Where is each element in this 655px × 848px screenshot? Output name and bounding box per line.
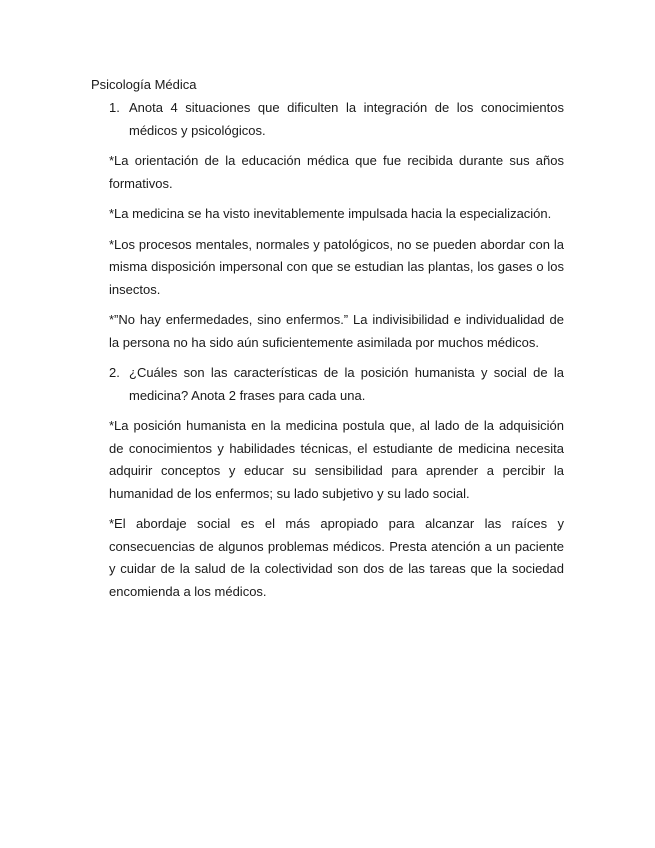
question-1-text: Anota 4 situaciones que dificulten la integración de los conocimientos médicos y psicológicos. (129, 100, 564, 138)
document-body (109, 97, 564, 611)
question-2 (109, 362, 564, 407)
question-2-text: ¿Cuáles son las características de la posición humanista y social de la medicina? Anota 2 frases para cada una. (129, 365, 564, 403)
answer-2-1: *La posición humanista en la medicina postula que, al lado de la adquisición de conocimientos y habilidades técnicas, el estudiante de medicina necesita adquirir conceptos y educar su sensibilidad para aprender a percibir la humanidad de los enfermos; su lado subjetivo y su lado social. (109, 418, 564, 501)
question-1 (109, 97, 564, 142)
answer-2-2: *El abordaje social es el más apropiado para alcanzar las raíces y consecuencias de algunos problemas médicos. Presta atención a un paciente y cuidar de la salud de la colectividad son dos de las tareas que la sociedad encomienda a los médicos. (109, 516, 564, 599)
question-1-number: 1. (109, 100, 120, 115)
answer-1-4: *”No hay enfermedades, sino enfermos.” La indivisibilidad e individualidad de la persona no ha sido aún suficientemente asimilada por muchos médicos. (109, 312, 564, 350)
answer-1-2: *La medicina se ha visto inevitablemente impulsada hacia la especialización. (109, 206, 552, 221)
question-2-number: 2. (109, 365, 120, 380)
document-title: Psicología Médica (91, 77, 197, 92)
answer-1-3: *Los procesos mentales, normales y patológicos, no se pueden abordar con la misma disposición impersonal con que se estudian las plantas, los gases o los insectos. (109, 236, 564, 297)
answer-1-1: *La orientación de la educación médica que fue recibida durante sus años formativos. (109, 153, 564, 191)
